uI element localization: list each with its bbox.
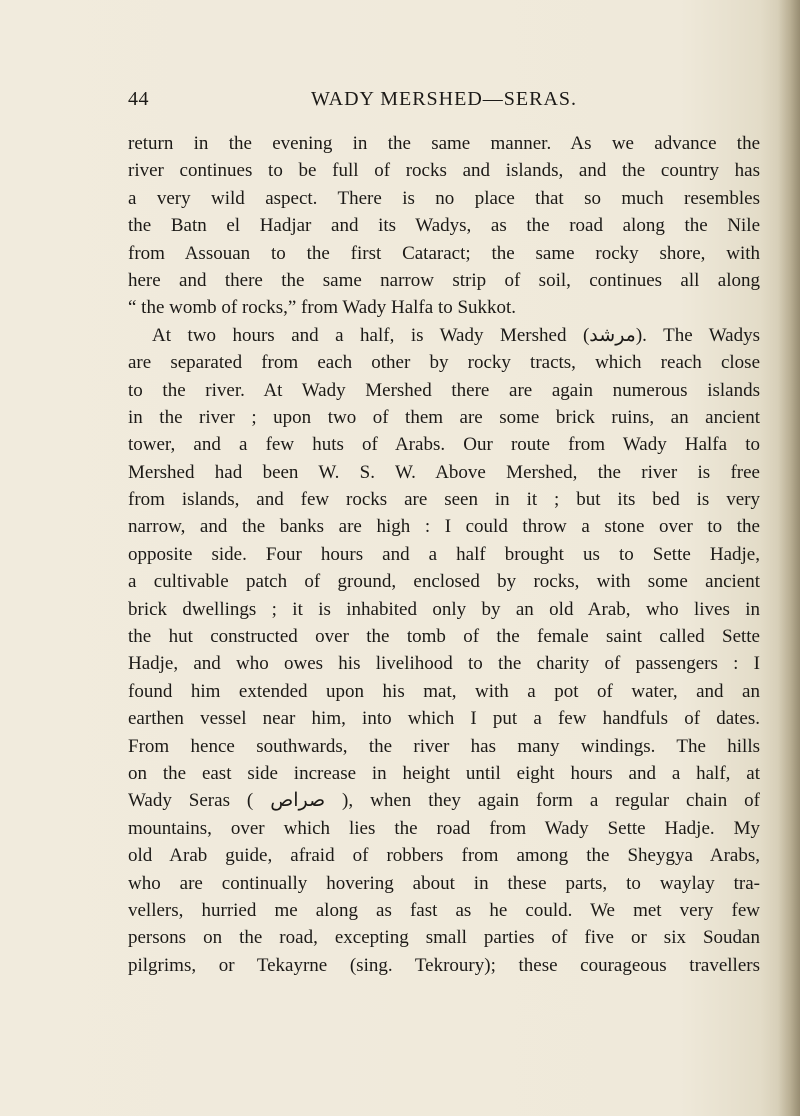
text-line: the Batn el Hadjar and its Wadys, as the road along the Nile xyxy=(128,215,760,237)
text-line: a very wild aspect. There is no place that so much resembles xyxy=(128,187,760,209)
text-line: persons on the road, excepting small parties of five or six Soudan xyxy=(128,927,760,949)
text-line: earthen vessel near him, into which I put a few handfuls of dates. xyxy=(128,708,760,730)
text-line: Wady Seras ( صراص ), when they again form a regular chain of xyxy=(128,790,760,812)
text-line: From hence southwards, the river has many windings. The hills xyxy=(128,735,760,757)
text-line: to the river. At Wady Mershed there are again numerous islands xyxy=(128,379,760,401)
text-line: here and there the same narrow strip of soil, continues all along xyxy=(128,269,760,291)
page-edge-shadow xyxy=(778,0,800,1116)
text-line: Mershed had been W. S. W. Above Mershed, the river is free xyxy=(128,461,760,483)
text-line: tower, and a few huts of Arabs. Our route from Wady Halfa to xyxy=(128,434,760,456)
text-line: on the east side increase in height until eight hours and a half, at xyxy=(128,762,760,784)
running-head: WADY MERSHED—SERAS. xyxy=(310,88,578,110)
text-line: Hadje, and who owes his livelihood to the charity of passengers : I xyxy=(128,653,760,675)
text-line: in the river ; upon two of them are some brick ruins, an ancient xyxy=(128,406,760,428)
text-line: opposite side. Four hours and a half brought us to Sette Hadje, xyxy=(128,543,760,565)
text-line: found him extended upon his mat, with a pot of water, and an xyxy=(128,680,760,702)
paragraph-start-line: At two hours and a half, is Wady Mershed (مرشد). The Wadys xyxy=(152,324,761,346)
page-header xyxy=(128,88,760,116)
text-line: who are continually hovering about in these parts, to waylay tra- xyxy=(128,872,760,894)
body-text xyxy=(128,130,760,979)
text-line: vellers, hurried me along as fast as he could. We met very few xyxy=(128,899,760,921)
text-line: “ the womb of rocks,” from Wady Halfa to Sukkot. xyxy=(128,297,517,319)
page-number: 44 xyxy=(128,88,149,110)
text-line: return in the evening in the same manner. As we advance the xyxy=(128,133,760,154)
text-line: a cultivable patch of ground, enclosed by rocks, with some ancient xyxy=(128,571,760,593)
text-line: brick dwellings ; it is inhabited only by an old Arab, who lives in xyxy=(128,598,760,620)
text-line: from Assouan to the first Cataract; the same rocky shore, with xyxy=(128,242,760,264)
text-line: are separated from each other by rocky tracts, which reach close xyxy=(128,352,760,374)
text-line: mountains, over which lies the road from Wady Sette Hadje. My xyxy=(128,817,760,839)
text-line: river continues to be full of rocks and islands, and the country has xyxy=(128,160,760,182)
text-line: the hut constructed over the tomb of the female saint called Sette xyxy=(128,626,760,648)
text-line: narrow, and the banks are high : I could throw a stone over to the xyxy=(128,516,760,538)
text-line: old Arab guide, afraid of robbers from among the Sheygya Arabs, xyxy=(128,845,760,867)
text-line: from islands, and few rocks are seen in it ; but its bed is very xyxy=(128,489,760,511)
text-line: pilgrims, or Tekayrne (sing. Tekroury); these courageous travellers xyxy=(128,954,760,976)
